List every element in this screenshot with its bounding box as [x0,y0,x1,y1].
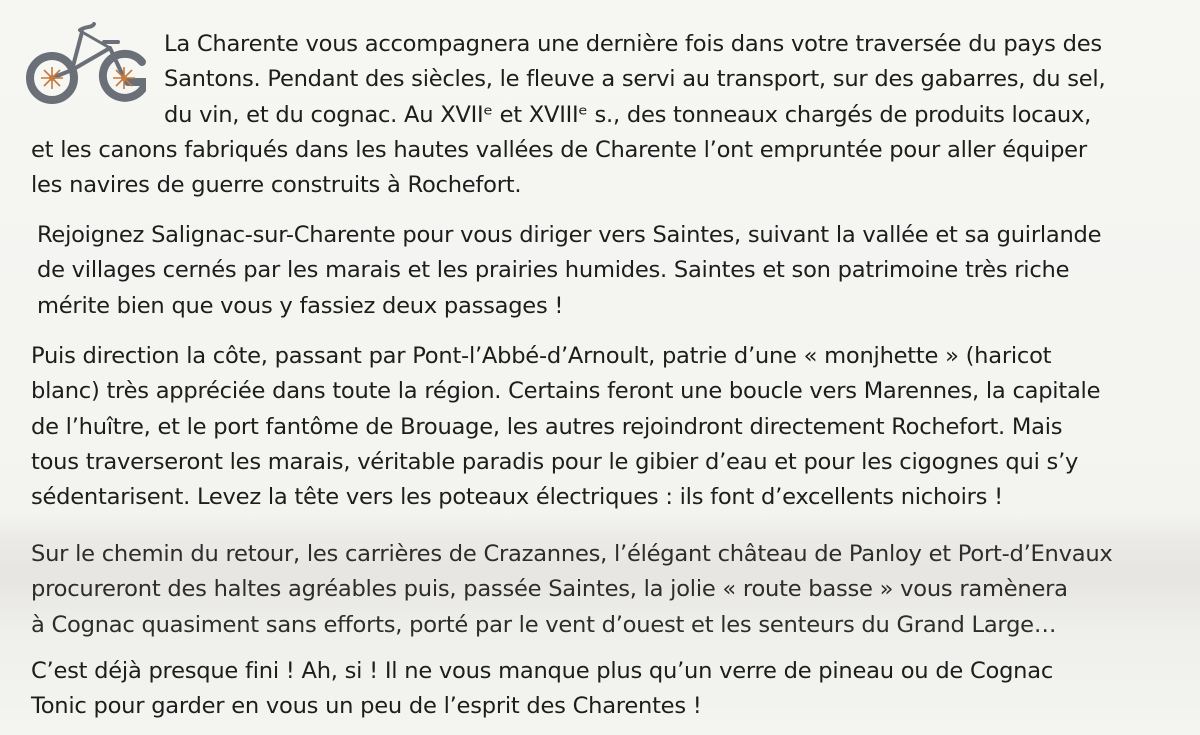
text-line: Sur le chemin du retour, les carrières de Crazannes, l’élégant château de Panloy et Port-d’Envaux [31,541,1113,567]
text-line: sédentarisent. Levez la tête vers les poteaux électriques : ils font d’excellents nichoirs ! [31,484,1003,511]
text-line: de villages cernés par les marais et les prairies humides. Saintes et son patrimoine très riche [37,257,1070,284]
text-line: Puis direction la côte, passant par Pont-l’Abbé-d’Arnoult, patrie d’une « monjhette » (haricot [31,343,1052,369]
text-line: blanc) très appréciée dans toute la région. Certains feront une boucle vers Marennes, la capitale [31,378,1101,405]
text-line: et les canons fabriqués dans les hautes vallées de Charente l’ont empruntée pour aller équiper [31,137,1087,163]
text-line: à Cognac quasiment sans efforts, porté par le vent d’ouest et les senteurs du Grand Large… [31,611,1057,638]
text-line: mérite bien que vous y fassiez deux passages ! [37,292,564,319]
paragraph-1 [164,27,1105,133]
text-line: Santons. Pendant des siècles, le fleuve a servi au transport, sur des gabarres, du sel, [164,66,1106,93]
text-line: La Charente vous accompagnera une dernière fois dans votre traversée du pays des [164,31,1102,57]
text-line: de l’huître, et le port fantôme de Brouage, les autres rejoindront directement Rochefort. Mais [31,413,1063,440]
text-line: Tonic pour garder en vous un peu de l’esprit des Charentes ! [31,693,702,720]
text-line: Rejoignez Salignac-sur-Charente pour vous diriger vers Saintes, suivant la vallée et sa guirlande [37,222,1102,248]
text-line: tous traverseront les marais, véritable paradis pour le gibier d’eau et pour les cigognes qui s’y [31,448,1079,475]
paragraph-5 [31,654,1053,725]
bicycle-og-logo-icon [24,22,146,110]
text-line: les navires de guerre construits à Rochefort. [31,172,522,199]
paragraph-3 [31,339,1100,515]
text-line: du vin, et du cognac. Au XVIIᵉ et XVIIIᵉ s., des tonneaux chargés de produits locaux, [164,101,1092,128]
text-line: procureront des haltes agréables puis, passée Saintes, la jolie « route basse » vous ramènera [31,576,1068,603]
text-line: C’est déjà presque fini ! Ah, si ! Il ne vous manque plus qu’un verre de pineau ou de Cognac [31,658,1054,684]
paragraph-1-continued [31,133,1087,204]
paragraph-2 [37,218,1101,324]
paragraph-4 [31,537,1113,643]
